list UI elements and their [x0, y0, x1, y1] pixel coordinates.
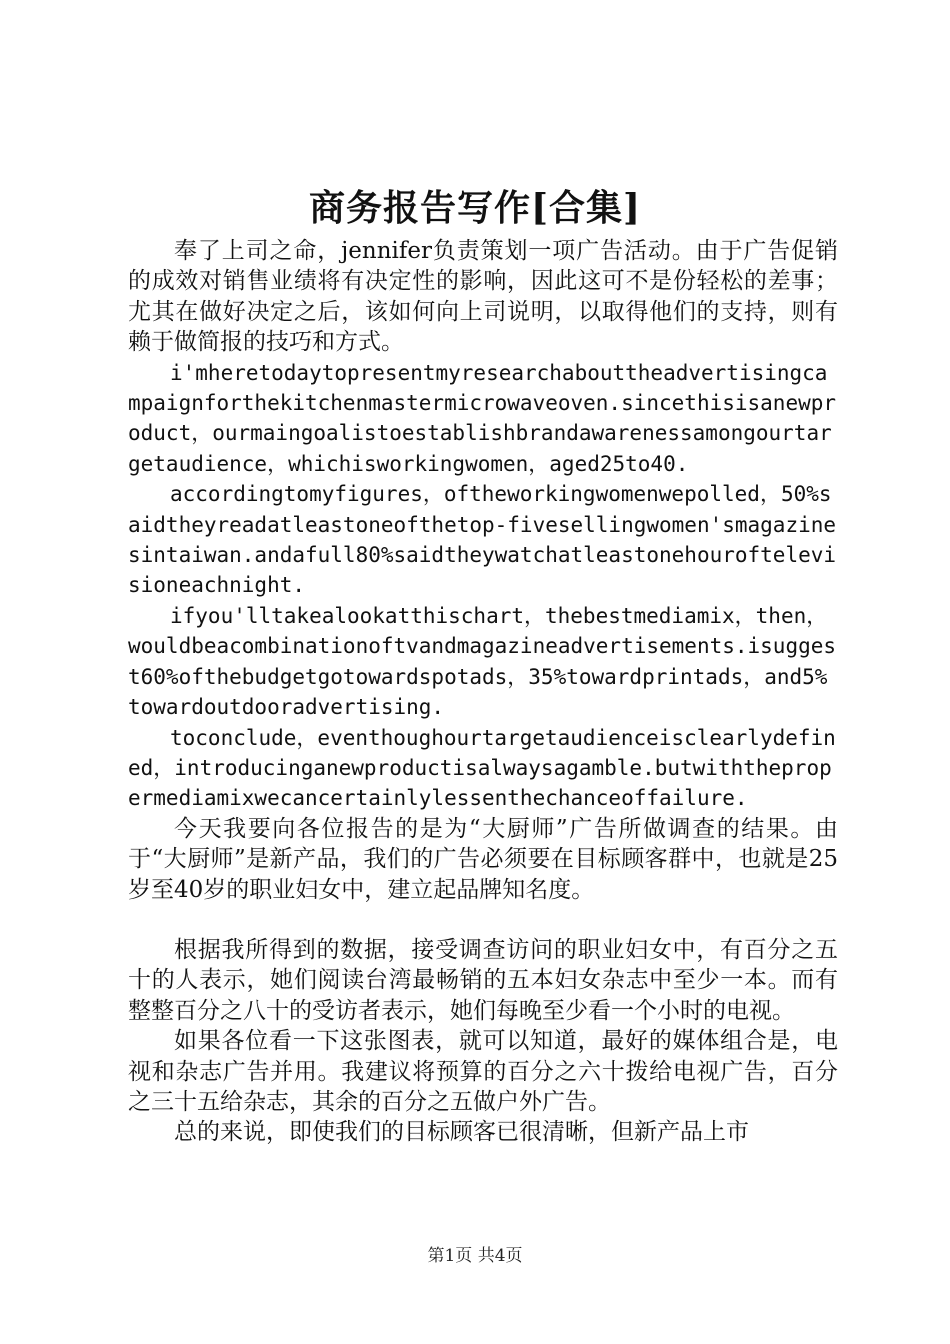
document-body [128, 236, 838, 1148]
paragraph-chinese-1: 今天我要向各位报告的是为“大厨师”广告所做调查的结果。由于“大厨师”是新产品，我们的广告必须要在目标顾客群中，也就是25岁至40岁的职业妇女中，建立起品牌知名度。 [128, 815, 838, 903]
paragraph-chinese-2: 根据我所得到的数据，接受调查访问的职业妇女中，有百分之五十的人表示，她们阅读台湾最畅销的五本妇女杂志中至少一本。而有整整百分之八十的受访者表示，她们每晚至少看一个小时的电视。 [128, 936, 838, 1024]
paragraph-chinese-4: 总的来说，即使我们的目标顾客已很清晰，但新产品上市 [174, 1119, 749, 1146]
paragraph-english-4: toconclude，eventhoughourtargetaudienceisclearlydefined，introducinganewproductisalwaysagamble.butwiththepropermediamixwecancertainlylessenthechanceoffailure. [128, 725, 836, 811]
paragraph-intro: 奉了上司之命，jennifer负责策划一项广告活动。由于广告促销的成效对销售业绩将有决定性的影响，因此这可不是份轻松的差事；尤其在做好决定之后，该如何向上司说明，以取得他们的支持，则有赖于做简报的技巧和方式。 [128, 238, 838, 356]
document-title: 商务报告写作[合集] [308, 187, 642, 229]
page-number-footer: 第1页 共4页 [427, 1246, 523, 1266]
paragraph-english-3: ifyou'lltakealookatthischart，thebestmediamix，then，wouldbeacombinationoftvandmagazineadvertisements.isuggest60%ofthebudgetgotowardspotads，35%towardprintads，and5%towardoutdooradvertising. [128, 603, 837, 720]
paragraph-english-2: accordingtomyfigures，oftheworkingwomenwepolled，50%saidtheyreadatleastoneofthetop-fivesellingwomen'smagazinesintaiwan.andafull80%saidtheywatchatleastonehouroftelevisioneachnight. [128, 482, 837, 598]
paragraph-english-1: i'mheretodaytopresentmyresearchabouttheadvertisingcampaignforthekitchenmastermicrowaveoven.sincethisisanewproduct，ourmaingoalistoestablishbrandawarenessamongourtargetaudience，whichisworkingwomen，aged25to40. [128, 360, 837, 476]
paragraph-chinese-3: 如果各位看一下这张图表，就可以知道，最好的媒体组合是，电视和杂志广告并用。我建议将预算的百分之六十拨给电视广告，百分之三十五给杂志，其余的百分之五做户外广告。 [128, 1028, 838, 1115]
